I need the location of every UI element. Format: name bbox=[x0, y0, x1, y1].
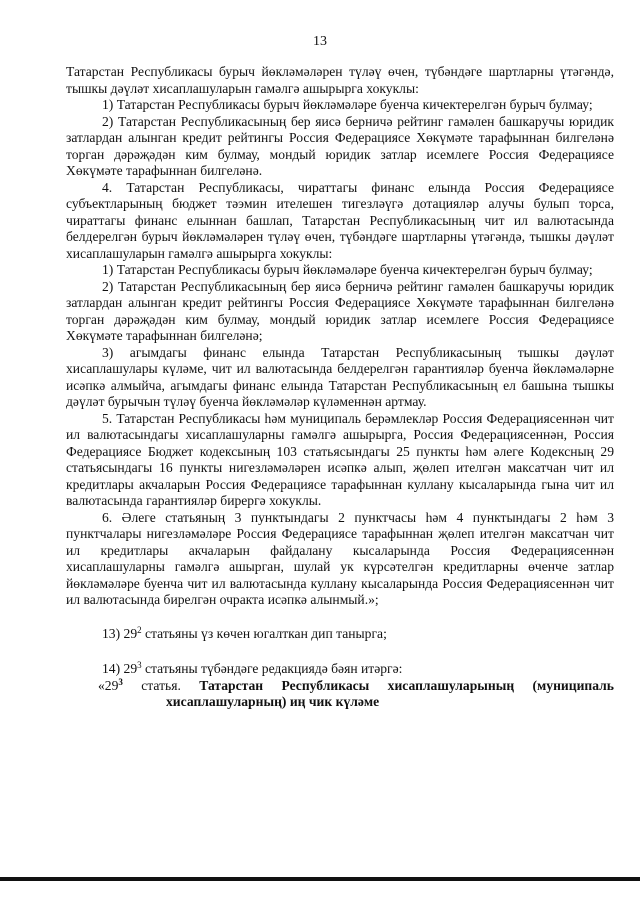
scan-bottom-border bbox=[0, 877, 640, 881]
paragraph-item-2: 2) Татарстан Республикасының бер яисә берничә рейтинг гамәлен башкаручы юридик затлардан алынган кредит рейтингы Россия Федерациясе Хөкүмәте тарафыннан билгеләнә торган дәрәҗәдән ким булмау, мондый юридик затлар исемлеге Россия Федерациясе Хөкүмәте тарафыннан билгеләнә. bbox=[66, 113, 614, 178]
item-14-text: статьяны түбәндәге редакциядә бәян итәргә: bbox=[141, 661, 403, 676]
page-number: 13 bbox=[313, 34, 327, 49]
paragraph-point-6: 6. Әлеге статьяның 3 пунктындагы 2 пунктчасы һәм 4 пунктындагы 2 һәм 3 пунктчалары нигезләмәләре Россия Федерациясе тарафыннан җөлеп ителгән максатчан чит ил кредитлары акчаларын файдалану кысаларында Россия Федерациясеннән хисаплашуларны гамәлгә ашырган, шулай ук күрсәтелгән кредитларны өченче затлар йөкләмәләре буенча чит ил валютасында куллану кысаларында Россия Федерациясеннән чит ил валютасында бирелгән очракта исәпкә алынмый.»; bbox=[66, 509, 614, 607]
item-14-lead: 14) 29 bbox=[102, 661, 138, 676]
paragraph-intro: Татарстан Республикасы бурыч йөкләмәләрен түләү өчен, түбәндәге шартларны үтәгәндә, тышкы дәүләт хисаплашуларын гамәлгә ашырырга хокуклы: bbox=[66, 64, 614, 96]
item-13-lead: 13) 29 bbox=[102, 625, 138, 641]
paragraph-item-14 bbox=[66, 661, 614, 678]
article-superscript: 3 bbox=[118, 676, 123, 687]
paragraph-point-5: 5. Татарстан Республикасы һәм муниципаль берәмлекләр Россия Федерациясеннән чит ил валютасындагы хисаплашуларны гамәлгә ашырырга, Россия Федерациясеннән, Россия Федерациясе Бюджет кодексының 103 статьясындагы 25 пункты һәм әлеге Кодексның 29 статьясындагы 16 пункты нигезләмәләрен исәпкә алып, җөлеп ителгән максатчан чит ил кредитлары акчаларын Россия Федерациясе тарафыннан куллану кысаларында гына чит ил валютасында гарантияләр бирергә хокуклы. bbox=[66, 410, 614, 508]
paragraph-point-4: 4. Татарстан Республикасы, чираттагы финанс елында Россия Федерациясе субъектларының бюджет тәэмин ителешен тигезләүгә дотацияләр алучы булып торса, чираттагы финанс елыннан башлап, Татарстан Республикасының чит ил валютасында белдерелгән бурыч йөкләмәләрен түләү өчен, түбәндәге шартларны үтәгәндә, тышкы дәүләт хисаплашуларын гамәлгә ашырырга хокуклы: bbox=[66, 179, 614, 261]
article-number: «29 bbox=[98, 677, 119, 693]
article-word: статья. bbox=[122, 677, 181, 693]
article-title: Татарстан Республикасы хисаплашуларының (муниципаль хисаплашуларның) иң чик күләме bbox=[166, 677, 614, 709]
item-13-superscript: 2 bbox=[137, 624, 142, 635]
paragraph-item-3: 3) агымдагы финанс елында Татарстан Республикасының тышкы дәүләт хисаплашулары күләме, чит ил валютасында белдерелгән гарантияләр буенча йөкләмәләрне исәпкә алмыйча, агымдагы финанс елында Татарстан Республикасының ел башына тышкы дәүләт бурычын түләү буенча йөкләмәләр күләменнән артмау. bbox=[66, 344, 614, 409]
paragraph-item-1b: 1) Татарстан Республикасы бурыч йөкләмәләре буенча кичектерелгән бурыч булмау; bbox=[102, 262, 593, 277]
article-heading bbox=[66, 678, 614, 711]
paragraph-item-2b: 2) Татарстан Республикасының бер яисә берничә рейтинг гамәлен башкаручы юридик затлардан алынган кредит рейтингы Россия Федерациясе Хөкүмәте тарафыннан билгеләнә торган дәрәҗәдән ким булмау, мондый юридик затлар исемлеге Россия Федерациясе Хөкүмәте тарафыннан билгеләнә; bbox=[66, 278, 614, 343]
paragraph-item-13 bbox=[66, 626, 614, 643]
paragraph-item-1: 1) Татарстан Республикасы бурыч йөкләмәләре буенча кичектерелгән бурыч булмау; bbox=[102, 97, 593, 112]
item-13-text: статьяны үз көчен югалткан дип танырга; bbox=[141, 625, 387, 641]
item-14-superscript: 3 bbox=[137, 660, 142, 670]
document-body bbox=[66, 64, 614, 711]
